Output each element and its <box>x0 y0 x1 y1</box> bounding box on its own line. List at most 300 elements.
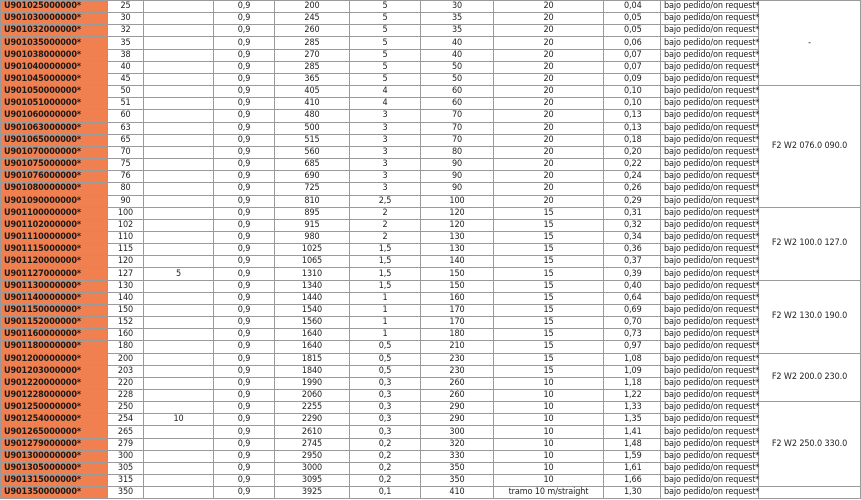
availability-cell: bajo pedido/on request* <box>661 475 759 487</box>
quantity-cell: 20 <box>494 122 604 134</box>
quantity-cell: 10 <box>494 402 604 414</box>
availability-cell: bajo pedido/on request* <box>661 219 759 231</box>
size-cell <box>144 244 214 256</box>
diameter-cell: 35 <box>108 37 144 49</box>
value-cell: 4 <box>350 86 421 98</box>
table-row <box>1 402 861 414</box>
price-cell: 0,05 <box>604 25 661 37</box>
price-cell: 1,61 <box>604 462 661 474</box>
quantity-cell: 20 <box>494 86 604 98</box>
length-cell: 290 <box>421 414 494 426</box>
weight-cell: 690 <box>275 171 350 183</box>
value-cell: 4 <box>350 98 421 110</box>
price-cell: 0,70 <box>604 317 661 329</box>
table-row <box>1 13 861 25</box>
value-cell: 0,2 <box>350 438 421 450</box>
availability-cell: bajo pedido/on request* <box>661 353 759 365</box>
price-cell: 1,66 <box>604 475 661 487</box>
weight-cell: 810 <box>275 195 350 207</box>
length-cell: 170 <box>421 304 494 316</box>
availability-cell: bajo pedido/on request* <box>661 25 759 37</box>
table-row <box>1 159 861 171</box>
weight-cell: 3925 <box>275 487 350 499</box>
size-cell <box>144 171 214 183</box>
quantity-cell: 15 <box>494 304 604 316</box>
table-row <box>1 207 861 219</box>
quantity-cell: 20 <box>494 1 604 13</box>
table-row <box>1 25 861 37</box>
size-cell <box>144 134 214 146</box>
weight-cell: 1440 <box>275 292 350 304</box>
price-cell: 0,07 <box>604 49 661 61</box>
table-row <box>1 426 861 438</box>
table-row <box>1 390 861 402</box>
table-row <box>1 195 861 207</box>
price-cell: 0,20 <box>604 146 661 158</box>
quantity-cell: 10 <box>494 414 604 426</box>
length-cell: 80 <box>421 146 494 158</box>
price-cell: 0,06 <box>604 37 661 49</box>
reference-cell: F2 W2 100.0 127.0 <box>759 207 861 280</box>
diameter-cell: 160 <box>108 329 144 341</box>
value-cell: 0,3 <box>350 426 421 438</box>
size-cell <box>144 122 214 134</box>
value-cell: 5 <box>350 25 421 37</box>
value-cell: 0,3 <box>350 377 421 389</box>
size-cell <box>144 25 214 37</box>
weight-cell: 3095 <box>275 475 350 487</box>
quantity-cell: 20 <box>494 146 604 158</box>
length-cell: 50 <box>421 61 494 73</box>
size-cell: 5 <box>144 268 214 280</box>
price-cell: 0,69 <box>604 304 661 316</box>
quantity-cell: 10 <box>494 475 604 487</box>
price-cell: 1,59 <box>604 450 661 462</box>
weight-cell: 895 <box>275 207 350 219</box>
thickness-cell: 0,9 <box>214 207 275 219</box>
length-cell: 140 <box>421 256 494 268</box>
thickness-cell: 0,9 <box>214 61 275 73</box>
thickness-cell: 0,9 <box>214 219 275 231</box>
length-cell: 260 <box>421 390 494 402</box>
availability-cell: bajo pedido/on request* <box>661 414 759 426</box>
size-cell <box>144 73 214 85</box>
length-cell: 90 <box>421 171 494 183</box>
table-body <box>1 1 861 499</box>
length-cell: 350 <box>421 462 494 474</box>
availability-cell: bajo pedido/on request* <box>661 244 759 256</box>
size-cell <box>144 13 214 25</box>
thickness-cell: 0,9 <box>214 341 275 353</box>
weight-cell: 500 <box>275 122 350 134</box>
value-cell: 3 <box>350 110 421 122</box>
code-cell: U901070000000* <box>1 146 108 158</box>
thickness-cell: 0,9 <box>214 304 275 316</box>
diameter-cell: 32 <box>108 25 144 37</box>
price-cell: 0,05 <box>604 13 661 25</box>
value-cell: 1 <box>350 304 421 316</box>
table-row <box>1 280 861 292</box>
weight-cell: 1310 <box>275 268 350 280</box>
value-cell: 2 <box>350 207 421 219</box>
size-cell <box>144 304 214 316</box>
length-cell: 180 <box>421 329 494 341</box>
price-cell: 0,22 <box>604 159 661 171</box>
size-cell <box>144 450 214 462</box>
weight-cell: 1560 <box>275 317 350 329</box>
value-cell: 5 <box>350 49 421 61</box>
price-cell: 0,40 <box>604 280 661 292</box>
size-cell <box>144 341 214 353</box>
quantity-cell: 15 <box>494 292 604 304</box>
value-cell: 0,3 <box>350 402 421 414</box>
weight-cell: 2950 <box>275 450 350 462</box>
table-row <box>1 268 861 280</box>
availability-cell: bajo pedido/on request* <box>661 146 759 158</box>
size-cell <box>144 329 214 341</box>
diameter-cell: 140 <box>108 292 144 304</box>
availability-cell: bajo pedido/on request* <box>661 37 759 49</box>
thickness-cell: 0,9 <box>214 268 275 280</box>
diameter-cell: 100 <box>108 207 144 219</box>
code-cell: U901130000000* <box>1 280 108 292</box>
availability-cell: bajo pedido/on request* <box>661 256 759 268</box>
thickness-cell: 0,9 <box>214 390 275 402</box>
weight-cell: 1640 <box>275 329 350 341</box>
size-cell <box>144 487 214 499</box>
table-row <box>1 365 861 377</box>
code-cell: U901032000000* <box>1 25 108 37</box>
diameter-cell: 38 <box>108 49 144 61</box>
quantity-cell: 20 <box>494 159 604 171</box>
length-cell: 260 <box>421 377 494 389</box>
table-row <box>1 244 861 256</box>
diameter-cell: 228 <box>108 390 144 402</box>
diameter-cell: 150 <box>108 304 144 316</box>
size-cell <box>144 402 214 414</box>
thickness-cell: 0,9 <box>214 146 275 158</box>
size-cell <box>144 365 214 377</box>
price-cell: 0,09 <box>604 73 661 85</box>
quantity-cell: 15 <box>494 353 604 365</box>
table-row <box>1 487 861 499</box>
thickness-cell: 0,9 <box>214 280 275 292</box>
price-cell: 0,97 <box>604 341 661 353</box>
value-cell: 0,3 <box>350 414 421 426</box>
length-cell: 290 <box>421 402 494 414</box>
size-cell <box>144 98 214 110</box>
quantity-cell: 20 <box>494 13 604 25</box>
weight-cell: 915 <box>275 219 350 231</box>
size-cell <box>144 231 214 243</box>
size-cell <box>144 353 214 365</box>
price-cell: 0,36 <box>604 244 661 256</box>
size-cell <box>144 256 214 268</box>
availability-cell: bajo pedido/on request* <box>661 402 759 414</box>
weight-cell: 1990 <box>275 377 350 389</box>
weight-cell: 260 <box>275 25 350 37</box>
code-cell: U901063000000* <box>1 122 108 134</box>
length-cell: 35 <box>421 25 494 37</box>
diameter-cell: 279 <box>108 438 144 450</box>
length-cell: 330 <box>421 450 494 462</box>
value-cell: 5 <box>350 37 421 49</box>
size-cell <box>144 207 214 219</box>
size-cell <box>144 61 214 73</box>
weight-cell: 560 <box>275 146 350 158</box>
quantity-cell: 10 <box>494 426 604 438</box>
weight-cell: 725 <box>275 183 350 195</box>
reference-cell: - <box>759 1 861 86</box>
size-cell <box>144 37 214 49</box>
weight-cell: 245 <box>275 13 350 25</box>
availability-cell: bajo pedido/on request* <box>661 304 759 316</box>
price-cell: 0,26 <box>604 183 661 195</box>
price-cell: 0,13 <box>604 122 661 134</box>
diameter-cell: 51 <box>108 98 144 110</box>
value-cell: 2 <box>350 231 421 243</box>
diameter-cell: 220 <box>108 377 144 389</box>
code-cell: U901075000000* <box>1 159 108 171</box>
availability-cell: bajo pedido/on request* <box>661 462 759 474</box>
diameter-cell: 65 <box>108 134 144 146</box>
length-cell: 300 <box>421 426 494 438</box>
quantity-cell: 15 <box>494 341 604 353</box>
thickness-cell: 0,9 <box>214 110 275 122</box>
price-cell: 0,73 <box>604 329 661 341</box>
thickness-cell: 0,9 <box>214 171 275 183</box>
price-cell: 0,07 <box>604 61 661 73</box>
thickness-cell: 0,9 <box>214 487 275 499</box>
table-row <box>1 134 861 146</box>
thickness-cell: 0,9 <box>214 231 275 243</box>
code-cell: U901110000000* <box>1 231 108 243</box>
price-cell: 0,24 <box>604 171 661 183</box>
reference-cell <box>759 487 861 499</box>
code-cell: U901025000000* <box>1 1 108 13</box>
table-row <box>1 61 861 73</box>
length-cell: 70 <box>421 122 494 134</box>
diameter-cell: 265 <box>108 426 144 438</box>
price-cell: 1,33 <box>604 402 661 414</box>
thickness-cell: 0,9 <box>214 256 275 268</box>
table-row <box>1 353 861 365</box>
code-cell: U901254000000* <box>1 414 108 426</box>
table-row <box>1 171 861 183</box>
thickness-cell: 0,9 <box>214 317 275 329</box>
availability-cell: bajo pedido/on request* <box>661 86 759 98</box>
price-cell: 0,10 <box>604 86 661 98</box>
price-cell: 0,39 <box>604 268 661 280</box>
quantity-cell: 15 <box>494 329 604 341</box>
value-cell: 0,3 <box>350 390 421 402</box>
size-cell <box>144 475 214 487</box>
quantity-cell: 15 <box>494 244 604 256</box>
table-row <box>1 317 861 329</box>
code-cell: U901102000000* <box>1 219 108 231</box>
quantity-cell: 20 <box>494 61 604 73</box>
thickness-cell: 0,9 <box>214 462 275 474</box>
value-cell: 0,2 <box>350 462 421 474</box>
table-row <box>1 73 861 85</box>
thickness-cell: 0,9 <box>214 244 275 256</box>
quantity-cell: 10 <box>494 390 604 402</box>
weight-cell: 3000 <box>275 462 350 474</box>
price-cell: 0,64 <box>604 292 661 304</box>
diameter-cell: 30 <box>108 13 144 25</box>
thickness-cell: 0,9 <box>214 414 275 426</box>
weight-cell: 2610 <box>275 426 350 438</box>
quantity-cell: 20 <box>494 171 604 183</box>
table-row <box>1 292 861 304</box>
thickness-cell: 0,9 <box>214 86 275 98</box>
size-cell <box>144 49 214 61</box>
code-cell: U901045000000* <box>1 73 108 85</box>
code-cell: U901150000000* <box>1 304 108 316</box>
table-row <box>1 329 861 341</box>
size-cell <box>144 426 214 438</box>
availability-cell: bajo pedido/on request* <box>661 159 759 171</box>
availability-cell: bajo pedido/on request* <box>661 171 759 183</box>
code-cell: U901265000000* <box>1 426 108 438</box>
weight-cell: 1025 <box>275 244 350 256</box>
weight-cell: 480 <box>275 110 350 122</box>
diameter-cell: 45 <box>108 73 144 85</box>
quantity-cell: 20 <box>494 37 604 49</box>
length-cell: 70 <box>421 134 494 146</box>
length-cell: 150 <box>421 268 494 280</box>
thickness-cell: 0,9 <box>214 450 275 462</box>
weight-cell: 2255 <box>275 402 350 414</box>
price-cell: 0,10 <box>604 98 661 110</box>
code-cell: U901228000000* <box>1 390 108 402</box>
availability-cell: bajo pedido/on request* <box>661 231 759 243</box>
quantity-cell: 15 <box>494 317 604 329</box>
value-cell: 3 <box>350 183 421 195</box>
availability-cell: bajo pedido/on request* <box>661 341 759 353</box>
quantity-cell: 10 <box>494 377 604 389</box>
quantity-cell: 20 <box>494 195 604 207</box>
length-cell: 130 <box>421 231 494 243</box>
quantity-cell: 15 <box>494 365 604 377</box>
table-row <box>1 219 861 231</box>
diameter-cell: 25 <box>108 1 144 13</box>
value-cell: 0,2 <box>350 450 421 462</box>
diameter-cell: 127 <box>108 268 144 280</box>
code-cell: U901152000000* <box>1 317 108 329</box>
length-cell: 150 <box>421 280 494 292</box>
value-cell: 0,1 <box>350 487 421 499</box>
table-row <box>1 1 861 13</box>
weight-cell: 1840 <box>275 365 350 377</box>
length-cell: 230 <box>421 365 494 377</box>
diameter-cell: 180 <box>108 341 144 353</box>
weight-cell: 980 <box>275 231 350 243</box>
table-row <box>1 304 861 316</box>
size-cell <box>144 159 214 171</box>
thickness-cell: 0,9 <box>214 292 275 304</box>
length-cell: 60 <box>421 86 494 98</box>
value-cell: 3 <box>350 171 421 183</box>
length-cell: 60 <box>421 98 494 110</box>
value-cell: 1,5 <box>350 256 421 268</box>
code-cell: U901030000000* <box>1 13 108 25</box>
value-cell: 3 <box>350 159 421 171</box>
availability-cell: bajo pedido/on request* <box>661 438 759 450</box>
value-cell: 5 <box>350 1 421 13</box>
length-cell: 170 <box>421 317 494 329</box>
weight-cell: 2060 <box>275 390 350 402</box>
length-cell: 120 <box>421 207 494 219</box>
value-cell: 3 <box>350 122 421 134</box>
value-cell: 1,5 <box>350 280 421 292</box>
quantity-cell: 10 <box>494 450 604 462</box>
table-row <box>1 450 861 462</box>
code-cell: U901300000000* <box>1 450 108 462</box>
weight-cell: 1815 <box>275 353 350 365</box>
weight-cell: 2290 <box>275 414 350 426</box>
value-cell: 2,5 <box>350 195 421 207</box>
availability-cell: bajo pedido/on request* <box>661 426 759 438</box>
diameter-cell: 76 <box>108 171 144 183</box>
value-cell: 1 <box>350 292 421 304</box>
code-cell: U901180000000* <box>1 341 108 353</box>
reference-cell: F2 W2 076.0 090.0 <box>759 86 861 208</box>
size-cell <box>144 438 214 450</box>
thickness-cell: 0,9 <box>214 134 275 146</box>
thickness-cell: 0,9 <box>214 13 275 25</box>
value-cell: 0,5 <box>350 353 421 365</box>
code-cell: U901038000000* <box>1 49 108 61</box>
thickness-cell: 0,9 <box>214 329 275 341</box>
quantity-cell: 10 <box>494 462 604 474</box>
code-cell: U901115000000* <box>1 244 108 256</box>
table-row <box>1 37 861 49</box>
weight-cell: 2745 <box>275 438 350 450</box>
price-cell: 0,34 <box>604 231 661 243</box>
availability-cell: bajo pedido/on request* <box>661 292 759 304</box>
code-cell: U901076000000* <box>1 171 108 183</box>
price-cell: 0,37 <box>604 256 661 268</box>
availability-cell: bajo pedido/on request* <box>661 110 759 122</box>
weight-cell: 1540 <box>275 304 350 316</box>
table-row <box>1 183 861 195</box>
length-cell: 90 <box>421 183 494 195</box>
availability-cell: bajo pedido/on request* <box>661 134 759 146</box>
quantity-cell: 15 <box>494 231 604 243</box>
length-cell: 70 <box>421 110 494 122</box>
availability-cell: bajo pedido/on request* <box>661 317 759 329</box>
size-cell <box>144 146 214 158</box>
reference-cell: F2 W2 200.0 230.0 <box>759 353 861 402</box>
thickness-cell: 0,9 <box>214 37 275 49</box>
thickness-cell: 0,9 <box>214 98 275 110</box>
value-cell: 1,5 <box>350 244 421 256</box>
weight-cell: 1065 <box>275 256 350 268</box>
availability-cell: bajo pedido/on request* <box>661 98 759 110</box>
price-cell: 0,32 <box>604 219 661 231</box>
size-cell <box>144 195 214 207</box>
table-row <box>1 438 861 450</box>
quantity-cell: 20 <box>494 110 604 122</box>
thickness-cell: 0,9 <box>214 73 275 85</box>
code-cell: U901250000000* <box>1 402 108 414</box>
code-cell: U901120000000* <box>1 256 108 268</box>
price-cell: 1,22 <box>604 390 661 402</box>
quantity-cell: 15 <box>494 268 604 280</box>
diameter-cell: 60 <box>108 110 144 122</box>
length-cell: 350 <box>421 475 494 487</box>
